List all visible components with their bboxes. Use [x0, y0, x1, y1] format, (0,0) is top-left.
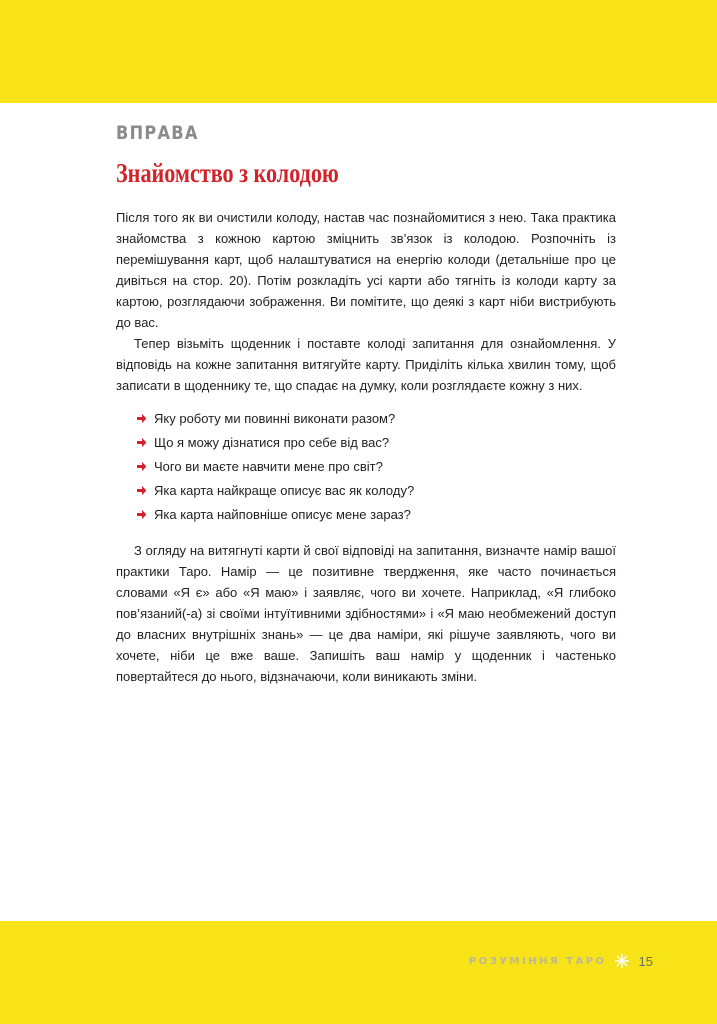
paragraph-intro: Після того як ви очистили колоду, настав час познайомитися з нею. Така практика знайомства з кожною картою зміцнить зв’язок із колодою. Розпочніть із перемішування карт, щоб налаштуватися на енергію колоди (детальніше про це дивіться на стор. 20). Потім розкладіть усі карти або тягніть із колоди карту за картою, розглядаючи зображення. Ви помітите, що деякі з карт ніби вистрибують до вас. — [116, 210, 616, 330]
list-item — [136, 432, 616, 453]
bottom-yellow-band — [0, 921, 717, 1024]
arrow-right-icon — [136, 437, 147, 448]
exercise-kicker: ВПРАВА — [116, 122, 199, 144]
star-icon — [615, 954, 629, 968]
question-text: Чого ви маєте навчити мене про світ? — [154, 459, 383, 474]
list-item — [136, 408, 616, 429]
main-content — [116, 207, 616, 687]
paragraph-intention: З огляду на витягнуті карти й свої відповіді на запитання, визначте намір вашої практики Таро. Намір — це позитивне твердження, яке часто починається словами «Я є» або «Я маю» і заявляє, чого ви хочете. Наприклад, «Я глибоко пов’язаний(-а) зі своїми інтуїтивними здібностями» і «Я маю необмежений доступ до власних внутрішніх знань» — це два наміри, які рішуче заявляють, чого ви хочете, ніби це вже ваше. Запишіть ваш намір у щоденник і частенько повертайтеся до нього, відзначаючи, коли виникають зміни. — [116, 543, 616, 684]
list-item — [136, 480, 616, 501]
question-text: Що я можу дізнатися про себе від вас? — [154, 435, 390, 450]
question-text: Яка карта найкраще описує вас як колоду? — [154, 483, 415, 498]
arrow-right-icon — [136, 509, 147, 520]
list-item — [136, 456, 616, 477]
arrow-right-icon — [136, 485, 147, 496]
arrow-right-icon — [136, 413, 147, 424]
page-footer — [469, 951, 653, 971]
question-list — [116, 408, 616, 525]
arrow-right-icon — [136, 461, 147, 472]
paragraph-journal: Тепер візьміть щоденник і поставте колоді запитання для ознайомлення. У відповідь на кожне запитання витягуйте карту. Приділіть кілька хвилин тому, щоб записати в щоденнику те, що спадає на думку, коли розглядаєте кожну з них. — [116, 336, 616, 393]
exercise-title: Знайомство з колодою — [116, 158, 339, 188]
running-footer-section: РОЗУМІННЯ ТАРО — [468, 955, 607, 967]
question-text: Яку роботу ми повинні виконати разом? — [154, 411, 396, 426]
list-item — [136, 504, 616, 525]
top-yellow-band — [0, 0, 717, 103]
page-number: 15 — [638, 953, 653, 969]
question-text: Яка карта найповніше описує мене зараз? — [154, 507, 411, 522]
